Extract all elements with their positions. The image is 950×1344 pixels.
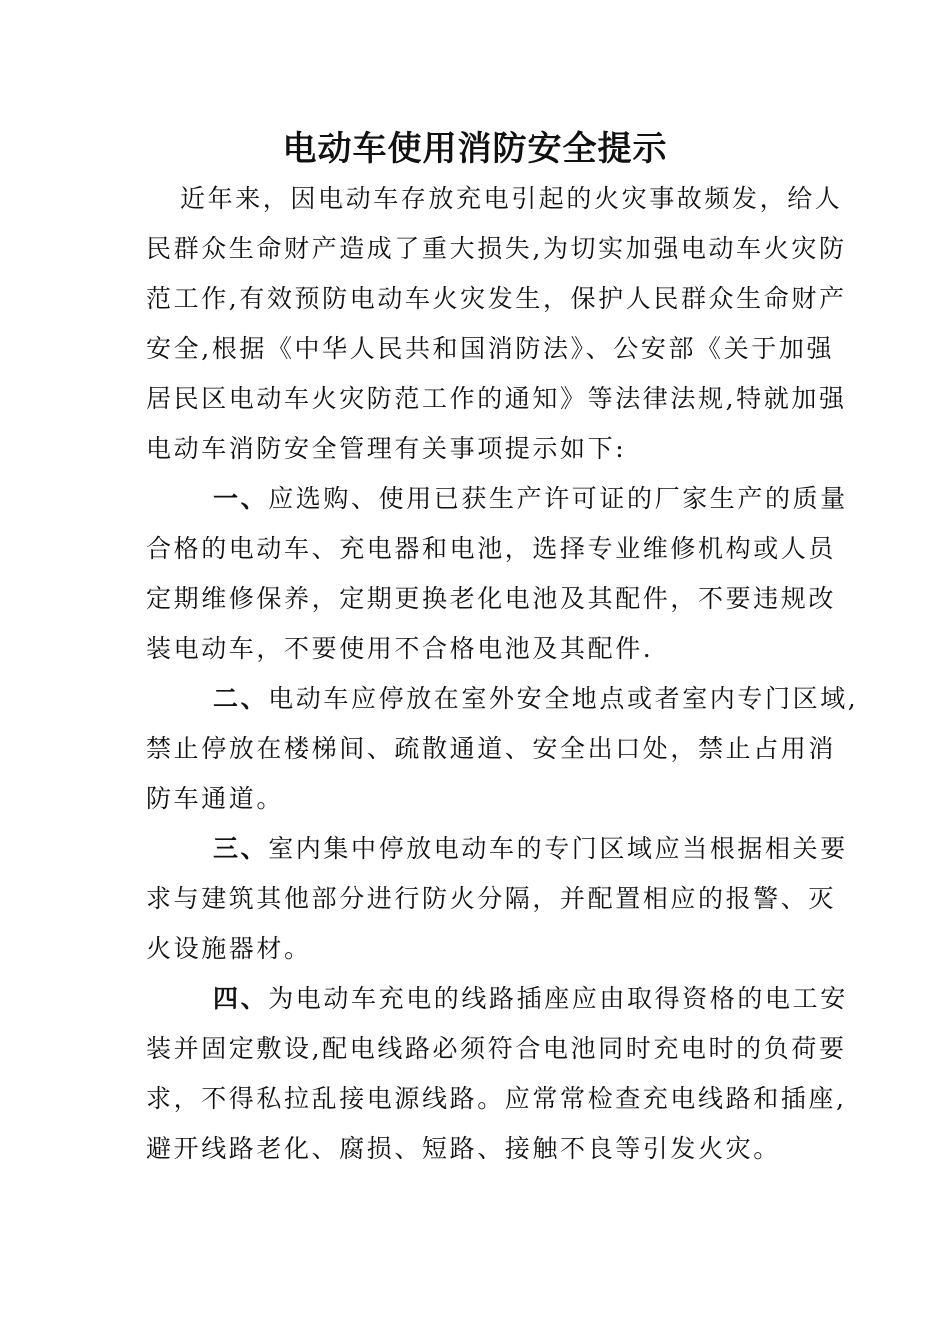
section-1-text: 应选购、使用已获生产许可证的厂家生产的质量 (268, 484, 848, 513)
section-4-first-line (213, 974, 848, 1024)
section-4-line-3: 求，不得私拉乱接电源线路。应常常检查充电线路和插座, (146, 1084, 847, 1113)
section-1-number: 一、 (213, 484, 269, 513)
section-4-line-2: 装并固定敷设,配电线路必须符合电池同时充电时的负荷要 (146, 1034, 847, 1063)
section-3-line-3: 火设施器材。 (146, 934, 312, 963)
section-2-first-line (213, 674, 858, 724)
section-4-text: 为电动车充电的线路插座应由取得资格的电工安 (268, 984, 848, 1013)
section-2-number: 二、 (213, 684, 269, 713)
section-2-text: 电动车应停放在室外安全地点或者室内专门区域, (268, 684, 859, 713)
intro-line-2: 民群众生命财产造成了重大损失,为切实加强电动车火灾防 (146, 234, 847, 263)
section-3-line-2: 求与建筑其他部分进行防火分隔，并配置相应的报警、灭 (146, 884, 837, 913)
document-title: 电动车使用消防安全提示 (282, 129, 668, 169)
section-3-text: 室内集中停放电动车的专门区域应当根据相关要 (268, 834, 848, 863)
section-4-number: 四、 (213, 984, 269, 1013)
section-4-line-4: 避开线路老化、腐损、短路、接触不良等引发火灾。 (146, 1134, 781, 1163)
section-2-line-2: 禁止停放在楼梯间、疏散通道、安全出口处，禁止占用消 (146, 734, 837, 763)
section-1-line-2: 合格的电动车、充电器和电池，选择专业维修机构或人员 (146, 534, 837, 563)
section-3-number: 三、 (213, 834, 269, 863)
intro-line-5: 居民区电动车火灾防范工作的通知》等法律法规,特就加强 (146, 384, 847, 413)
intro-line-3: 范工作,有效预防电动车火灾发生，保护人民群众生命财产 (146, 284, 847, 313)
intro-line-1: 近年来，因电动车存放充电引起的火灾事故频发，给人 (180, 184, 843, 213)
section-1-line-3: 定期维修保养，定期更换老化电池及其配件，不要违规改 (146, 584, 837, 613)
section-2-line-3: 防车通道。 (146, 784, 285, 813)
section-3-first-line (213, 824, 848, 874)
intro-line-4: 安全,根据《中华人民共和国消防法》、公安部《关于加强 (146, 334, 835, 363)
section-1-first-line (213, 474, 848, 524)
intro-line-6: 电动车消防安全管理有关事项提示如下: (146, 434, 627, 463)
section-1-line-4: 装电动车，不要使用不合格电池及其配件. (146, 634, 654, 663)
